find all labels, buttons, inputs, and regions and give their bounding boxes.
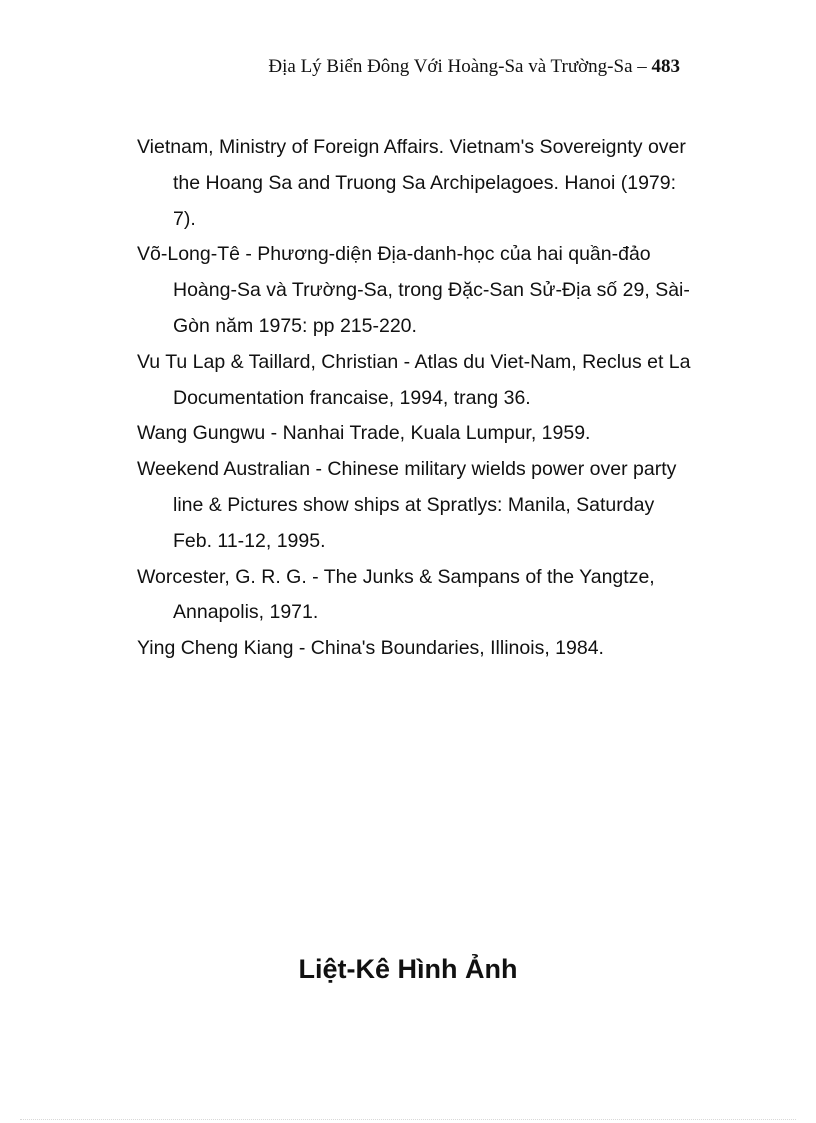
running-title: Địa Lý Biển Đông Với Hoàng-Sa và Trường-Sa – xyxy=(268,56,647,77)
bibliography-entry: Vietnam, Ministry of Foreign Affairs. Vietnam's Sovereignty over the Hoang Sa and Truong Sa Archipelagoes. Hanoi (1979: 7). xyxy=(137,136,686,230)
bibliography-entry: Vu Tu Lap & Taillard, Christian - Atlas du Viet-Nam, Reclus et La Documentation francaise, 1994, trang 36. xyxy=(137,350,691,409)
page-bottom-divider xyxy=(20,1119,796,1120)
running-header xyxy=(0,56,680,78)
bibliography-entry: Weekend Australian - Chinese military wields power over party line & Pictures show ships at Spratlys: Manila, Saturday Feb. 11-12, 1995. xyxy=(137,458,677,552)
section-title xyxy=(0,954,816,985)
page-number: 483 xyxy=(651,56,680,77)
bibliography-entry: Worcester, G. R. G. - The Junks & Sampans of the Yangtze, Annapolis, 1971. xyxy=(137,565,655,624)
section-title-text: Liệt-Kê Hình Ảnh xyxy=(298,954,518,985)
bibliography-list xyxy=(137,130,697,667)
bibliography-entry: Võ-Long-Tê - Phương-diện Địa-danh-học của hai quần-đảo Hoàng-Sa và Trường-Sa, trong Đặc-San Sử-Địa số 29, Sài-Gòn năm 1975: pp 215-220. xyxy=(137,243,690,337)
bibliography-entry: Ying Cheng Kiang - China's Boundaries, Illinois, 1984. xyxy=(137,637,604,660)
bibliography-entry: Wang Gungwu - Nanhai Trade, Kuala Lumpur, 1959. xyxy=(137,422,591,445)
